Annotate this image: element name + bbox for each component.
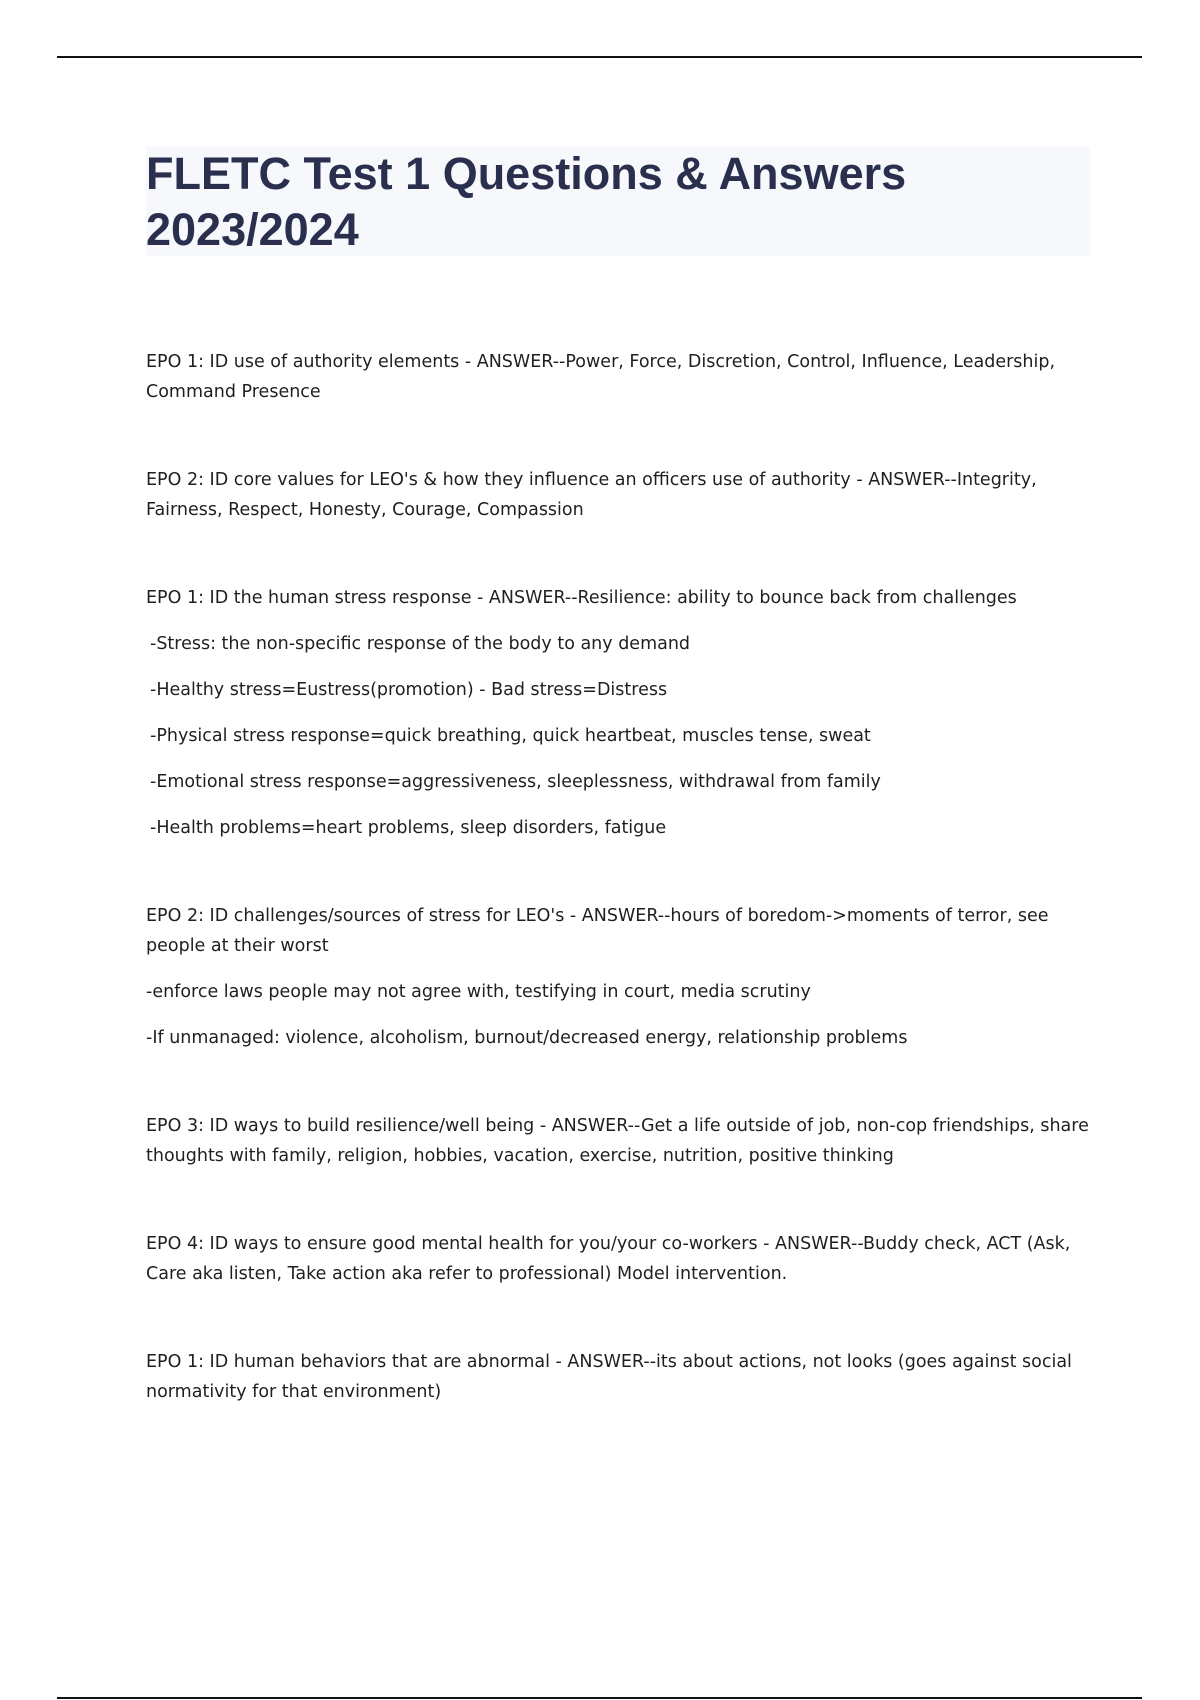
qa-entry [146, 347, 1096, 407]
qa-text: EPO 4: ID ways to ensure good mental health for you/your co-workers - ANSWER--Buddy check, ACT (Ask, Care aka listen, Take action aka refer to professional) Model intervention. [146, 1234, 1071, 1284]
qa-detail-line: -If unmanaged: violence, alcoholism, burnout/decreased energy, relationship problems [146, 1028, 908, 1048]
qa-entry [146, 465, 1096, 525]
qa-entry [146, 901, 1096, 1053]
qa-text: EPO 1: ID human behaviors that are abnormal - ANSWER--its about actions, not looks (goes against social normativity for that environment) [146, 1352, 1072, 1402]
qa-detail-line: -Physical stress response=quick breathing, quick heartbeat, muscles tense, sweat [150, 726, 871, 746]
qa-entry [146, 1347, 1096, 1407]
document-title: FLETC Test 1 Questions & Answers 2023/2024 [146, 148, 907, 255]
qa-entry [146, 1111, 1096, 1171]
qa-content [146, 347, 1096, 1465]
title-banner [146, 146, 1090, 256]
qa-text: EPO 2: ID challenges/sources of stress for LEO's - ANSWER--hours of boredom->moments of terror, see people at their worst [146, 906, 1049, 956]
qa-detail-line: -enforce laws people may not agree with, testifying in court, media scrutiny [146, 982, 811, 1002]
qa-text: EPO 1: ID use of authority elements - ANSWER--Power, Force, Discretion, Control, Influence, Leadership, Command Presence [146, 352, 1056, 402]
top-rule [57, 56, 1142, 58]
qa-text: EPO 1: ID the human stress response - ANSWER--Resilience: ability to bounce back from challenges [146, 588, 1017, 608]
qa-entry [146, 583, 1096, 843]
qa-detail-line: -Health problems=heart problems, sleep disorders, fatigue [150, 818, 667, 838]
qa-detail-line: -Emotional stress response=aggressiveness, sleeplessness, withdrawal from family [150, 772, 881, 792]
qa-detail-line: -Healthy stress=Eustress(promotion) - Bad stress=Distress [150, 680, 668, 700]
qa-detail-line: -Stress: the non-specific response of the body to any demand [150, 634, 691, 654]
qa-text: EPO 2: ID core values for LEO's & how they influence an officers use of authority - ANSWER--Integrity, Fairness, Respect, Honesty, Courage, Compassion [146, 470, 1037, 520]
bottom-rule [57, 1697, 1142, 1699]
qa-text: EPO 3: ID ways to build resilience/well being - ANSWER--Get a life outside of job, non-cop friendships, share thoughts with family, religion, hobbies, vacation, exercise, nutrition, positive thinking [146, 1116, 1089, 1166]
qa-entry [146, 1229, 1096, 1289]
